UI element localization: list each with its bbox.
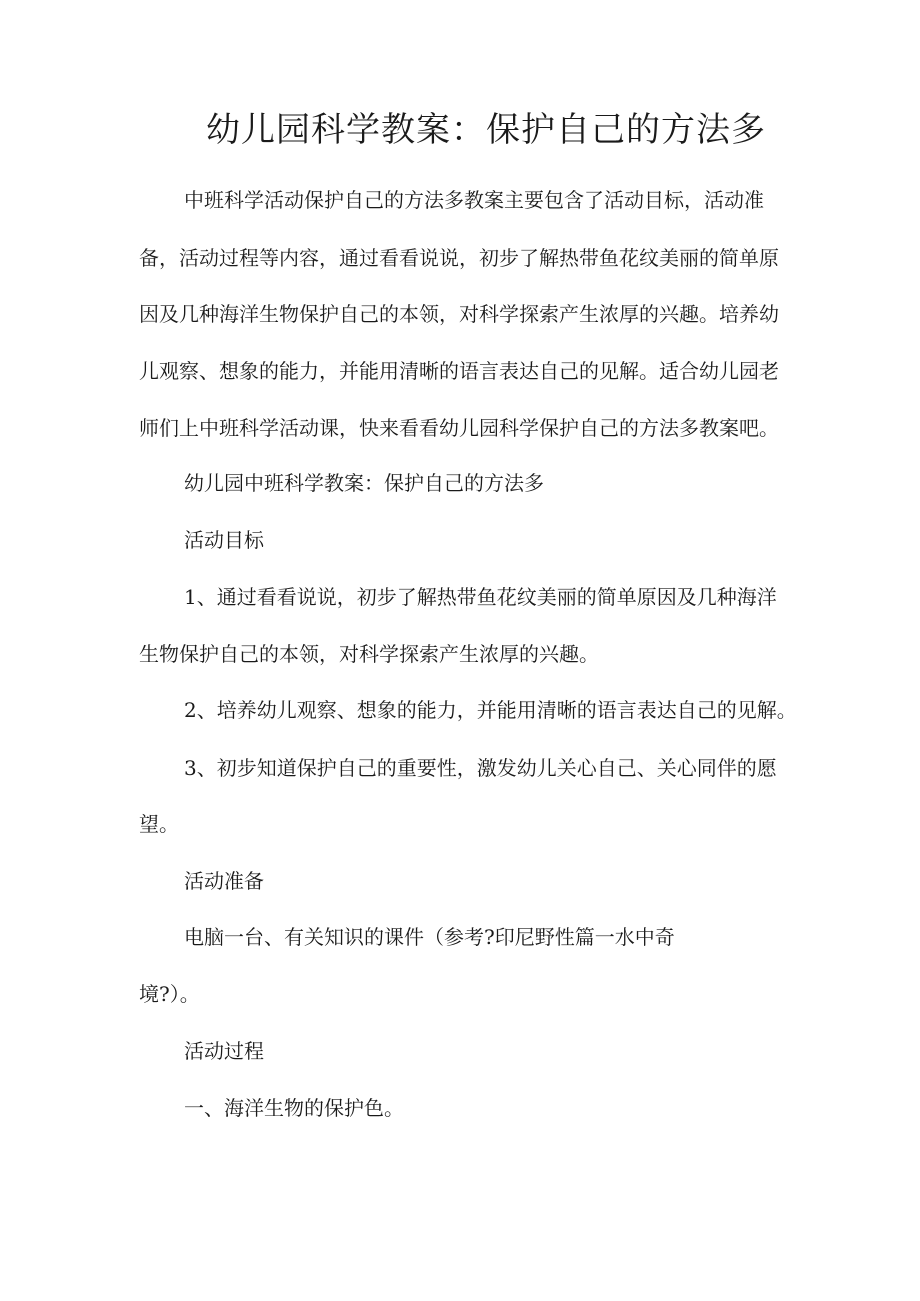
intro-line-1: 中班科学活动保护自己的方法多教案主要包含了活动目标，活动准 (184, 188, 764, 212)
process-heading: 活动过程 (184, 1039, 264, 1063)
prep-line-2: 境?）。 (139, 982, 200, 1006)
intro-line-5: 师们上中班科学活动课，快来看看幼儿园科学保护自己的方法多教案吧。 (139, 416, 779, 440)
process-step-1: 一、海洋生物的保护色。 (184, 1096, 404, 1120)
intro-line-2: 备，活动过程等内容，通过看看说说，初步了解热带鱼花纹美丽的简单原 (139, 246, 779, 270)
goal-2: 2、培养幼儿观察、想象的能力，并能用清晰的语言表达自己的见解。 (184, 698, 797, 722)
prep-heading: 活动准备 (184, 869, 264, 893)
intro-line-3: 因及几种海洋生物保护自己的本领，对科学探索产生浓厚的兴趣。培养幼 (139, 302, 779, 326)
goal-1-line-2: 生物保护自己的本领，对科学探索产生浓厚的兴趣。 (139, 642, 599, 666)
goal-3-line-2: 望。 (139, 812, 179, 836)
document-title: 幼儿园科学教案：保护自己的方法多 (206, 110, 766, 150)
intro-line-4: 儿观察、想象的能力，并能用清晰的语言表达自己的见解。适合幼儿园老 (139, 359, 779, 383)
document-subtitle: 幼儿园中班科学教案：保护自己的方法多 (184, 471, 544, 495)
goal-1-line-1: 1、通过看看说说，初步了解热带鱼花纹美丽的简单原因及几种海洋 (184, 585, 777, 609)
goal-3-line-1: 3、初步知道保护自己的重要性，激发幼儿关心自己、关心同伴的愿 (184, 756, 777, 780)
prep-line-1: 电脑一台、有关知识的课件（参考?印尼野性篇一水中奇 (184, 925, 675, 949)
goals-heading: 活动目标 (184, 528, 264, 552)
